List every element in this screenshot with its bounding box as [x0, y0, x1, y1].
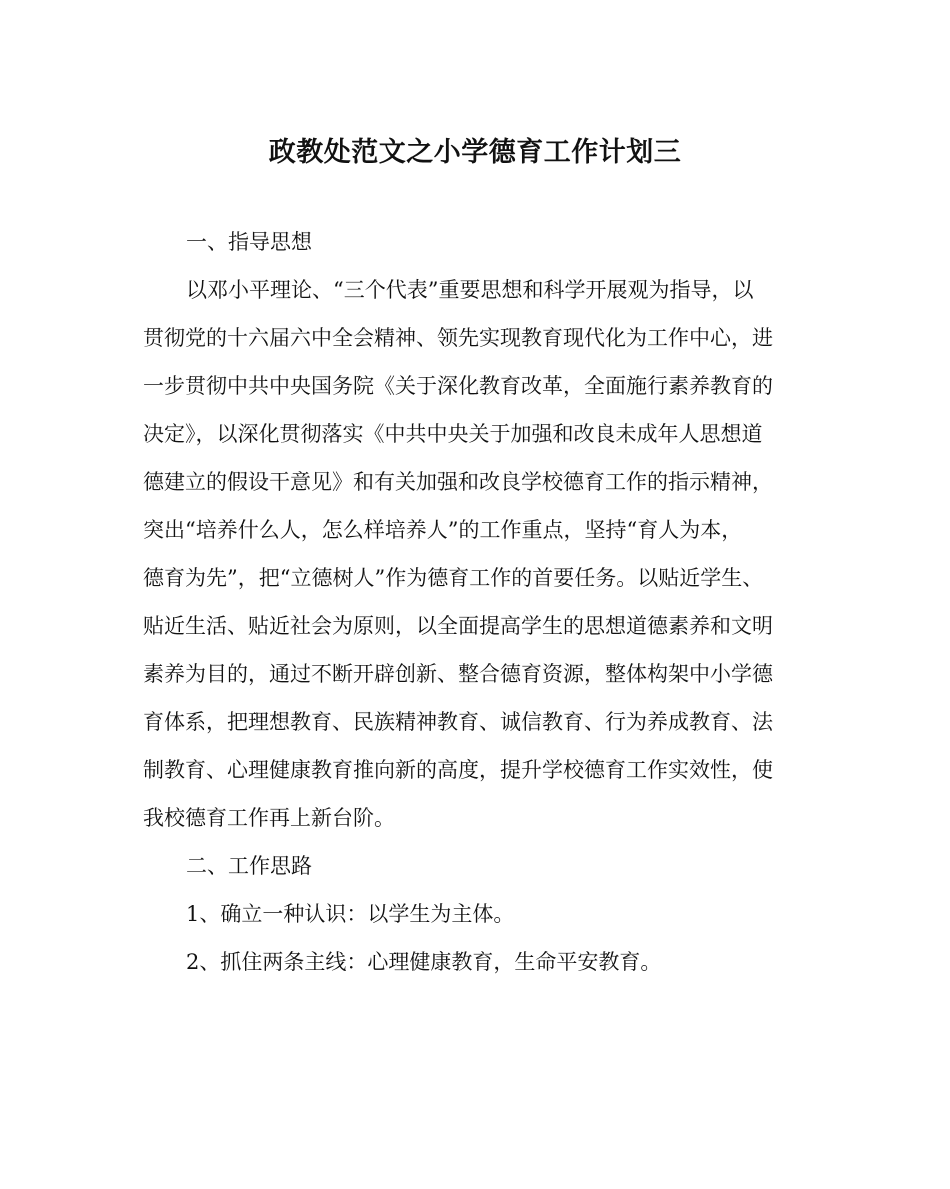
- section-heading-guiding-ideology: 一、指导思想: [186, 230, 312, 254]
- paragraph-line: 决定》，以深化贯彻落实《中共中央关于加强和改良未成年人思想道: [143, 422, 763, 446]
- paragraph-line: 以邓小平理论、“三个代表”重要思想和科学开展观为指导，以: [186, 278, 754, 302]
- paragraph-line: 贴近生活、贴近社会为原则，以全面提高学生的思想道德素养和文明: [143, 614, 773, 638]
- document-title: 政教处范文之小学德育工作计划三: [268, 137, 682, 168]
- paragraph-line: 素养为目的，通过不断开辟创新、整合德育资源，整体构架中小学德: [143, 662, 773, 686]
- paragraph-line: 德育为先”，把“立德树人”作为德育工作的首要任务。以贴近学生、: [143, 566, 764, 590]
- paragraph-line: 德建立的假设干意见》和有关加强和改良学校德育工作的指示精神，: [143, 470, 773, 494]
- section-heading-work-approach: 二、工作思路: [186, 854, 312, 878]
- paragraph-line: 我校德育工作再上新台阶。: [143, 806, 395, 830]
- list-item: 1、确立一种认识：以学生为主体。: [186, 902, 515, 926]
- paragraph-line: 一步贯彻中共中央国务院《关于深化教育改革，全面施行素养教育的: [143, 374, 773, 398]
- document-body: [143, 218, 807, 986]
- paragraph-line: 育体系，把理想教育、民族精神教育、诚信教育、行为养成教育、法: [143, 710, 773, 734]
- paragraph-line: 贯彻党的十六届六中全会精神、领先实现教育现代化为工作中心，进: [143, 326, 773, 350]
- list-item: 2、抓住两条主线：心理健康教育，生命平安教育。: [186, 950, 662, 974]
- paragraph-line: 制教育、心理健康教育推向新的高度，提升学校德育工作实效性，使: [143, 758, 773, 782]
- paragraph-line: 突出“培养什么人，怎么样培养人”的工作重点，坚持“育人为本，: [143, 518, 743, 542]
